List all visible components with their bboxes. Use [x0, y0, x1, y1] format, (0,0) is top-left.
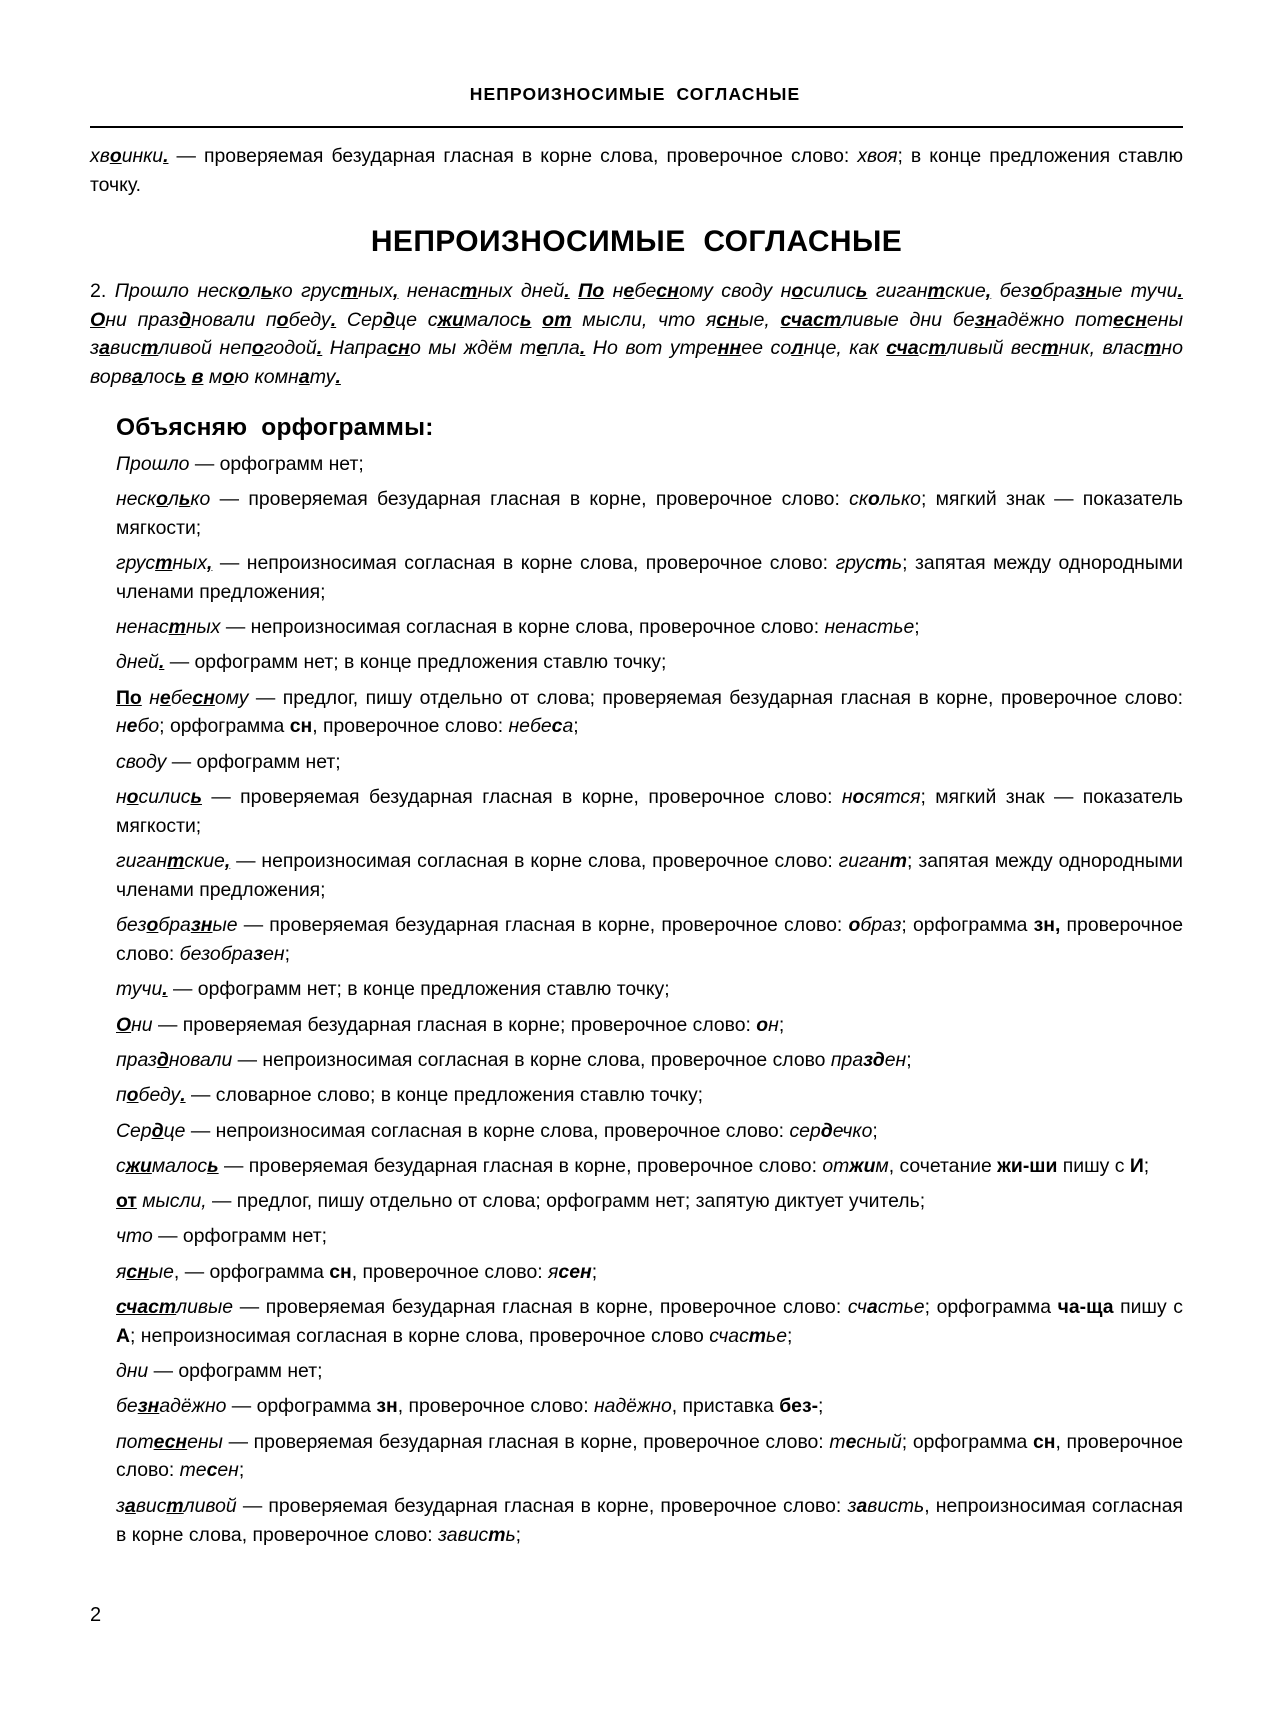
list-item: дней. — орфограмм нет; в конце предложения ставлю точку; [116, 651, 667, 674]
list-item: Прошло — орфограмм нет; [116, 452, 364, 475]
running-header: НЕПРОИЗНОСИМЫЕ СОГЛАСНЫЕ [469, 84, 801, 104]
list-item: дни — орфограмм нет; [116, 1360, 323, 1383]
header-rule [90, 126, 1183, 128]
exercise-paragraph: 2. Прошло несколько грустных, ненастных дней. По небесному своду носились гигантские, безобразные тучи. Они праздновали победу. Сердце сжималось от мысли, что ясные, счастливые дни безнадёжно потеснены завистливой непогодой. Напрасно мы ждём тепла. Но вот утреннее солнце, как счастливый вестник, властно ворвалось в мою комнату. [90, 280, 1184, 388]
list-item: Сердце — непроизносимая согласная в корне слова, проверочное слово: сердечко; [116, 1119, 878, 1142]
list-item: своду — орфограмм нет; [116, 750, 341, 773]
list-item: несколько — проверяемая безударная гласная в корне, проверочное слово: сколько; мягкий знак — показатель мягкости; [116, 487, 1183, 539]
subheading-explain-orthograms: Объясняю орфограммы: [116, 413, 434, 441]
section-title: НЕПРОИЗНОСИМЫЕ СОГЛАСНЫЕ [370, 225, 903, 259]
list-item: праздновали — непроизносимая согласная в корне слова, проверочное слово празден; [116, 1048, 912, 1071]
list-item: счастливые — проверяемая безударная гласная в корне, проверочное слово: счастье; орфограмма ча-ща пишу с А; непроизносимая согласная в корне слова, проверочное слово счастье; [116, 1295, 1183, 1347]
list-item: что — орфограмм нет; [116, 1225, 328, 1248]
list-item: ненастных — непроизносимая согласная в корне слова, проверочное слово: ненастье; [116, 616, 920, 639]
list-item: тучи. — орфограмм нет; в конце предложения ставлю точку; [116, 978, 670, 1001]
list-item: безобразные — проверяемая безударная гласная в корне, проверочное слово: образ; орфограмма зн, проверочное слово: безобразен; [116, 914, 1183, 966]
page-number: 2 [90, 1604, 102, 1626]
content-column [90, 142, 1183, 1549]
list-item: По небесному — предлог, пишу отдельно от слова; проверяемая безударная гласная в корне, проверочное слово: небо; орфограмма сн, проверочное слово: небеса; [116, 686, 1183, 738]
list-item: победу. — словарное слово; в конце предложения ставлю точку; [116, 1084, 704, 1107]
list-item: завистливой — проверяемая безударная гласная в корне, проверочное слово: зависть, непроизносимая согласная в корне слова, проверочное слово: зависть; [116, 1494, 1183, 1546]
exercise-number: 2. [90, 280, 107, 303]
intro-paragraph: хвоинки. — проверяемая безударная гласная в корне слова, проверочное слово: хвоя; в конце предложения ставлю точку. [90, 145, 1184, 196]
list-item: гигантские, — непроизносимая согласная в корне слова, проверочное слово: гигант; запятая между однородными членами предложения; [116, 850, 1184, 901]
explanations-list [90, 450, 1183, 1550]
list-item: безнадёжно — орфограмма зн, проверочное слово: надёжно, приставка без-; [116, 1395, 824, 1418]
list-item: потеснены — проверяемая безударная гласная в корне, проверочное слово: тесный; орфограмма сн, проверочное слово: тесен; [116, 1430, 1184, 1482]
list-item: сжималось — проверяемая безударная гласная в корне, проверочное слово: отжим, сочетание жи-ши пишу с И; [116, 1154, 1150, 1177]
list-item: ясные, — орфограмма сн, проверочное слово: ясен; [116, 1260, 598, 1283]
list-item: от мысли, — предлог, пишу отдельно от слова; орфограмм нет; запятую диктует учитель; [116, 1190, 926, 1213]
list-item: грустных, — непроизносимая согласная в корне слова, проверочное слово: грусть; запятая между однородными членами предложения; [116, 551, 1183, 603]
list-item: Они — проверяемая безударная гласная в корне; проверочное слово: он; [116, 1013, 785, 1036]
list-item: носились — проверяемая безударная гласная в корне, проверочное слово: носятся; мягкий знак — показатель мягкости; [116, 786, 1183, 837]
